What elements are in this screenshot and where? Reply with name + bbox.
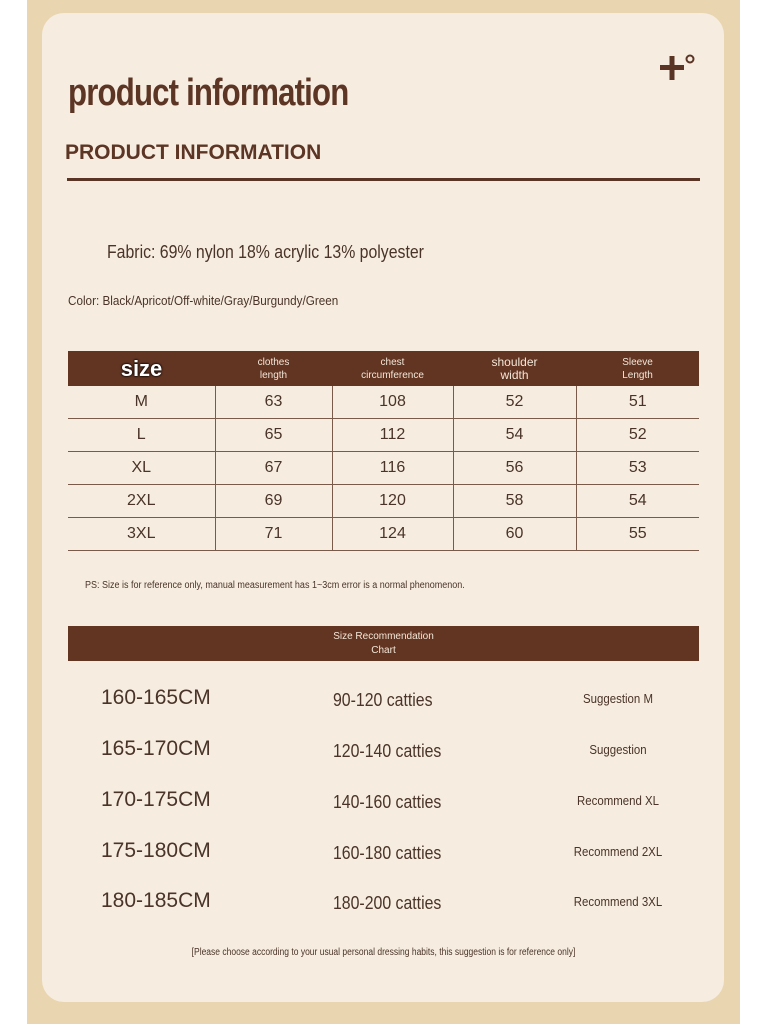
header-sleeve-length: Sleeve Length — [576, 351, 699, 386]
height-range: 165-170CM — [101, 737, 211, 760]
size-suggestion: Suggestion — [589, 742, 647, 757]
cell-clothes-length: 63 — [215, 386, 332, 419]
recommendation-title: Size Recommendation — [333, 631, 434, 642]
cell-clothes-length: 69 — [215, 485, 332, 518]
table-row — [68, 485, 699, 518]
cell-size: 3XL — [68, 518, 215, 551]
cell-clothes-length: 71 — [215, 518, 332, 551]
cell-shoulder: 52 — [453, 386, 576, 419]
size-table — [68, 351, 699, 551]
table-row — [68, 386, 699, 419]
header-clothes-length: clothes length — [215, 351, 332, 386]
weight-range: 180-200 catties — [333, 893, 442, 913]
cell-shoulder: 60 — [453, 518, 576, 551]
cell-sleeve: 52 — [576, 419, 699, 452]
recommendation-row — [68, 686, 699, 716]
height-range: 175-180CM — [101, 839, 211, 862]
weight-range: 140-160 catties — [333, 792, 442, 812]
fabric-composition: Fabric: 69% nylon 18% acrylic 13% polyester — [107, 242, 424, 262]
height-range: 180-185CM — [101, 889, 211, 912]
cell-size: XL — [68, 452, 215, 485]
page-title: product information — [68, 72, 349, 114]
size-suggestion: Recommend 3XL — [573, 894, 663, 909]
recommendation-row — [68, 889, 699, 919]
size-table-header — [68, 351, 699, 386]
header-shoulder-width: shoulder width — [453, 351, 576, 386]
weight-range: 90-120 catties — [333, 690, 433, 710]
cell-chest: 112 — [332, 419, 453, 452]
height-range: 160-165CM — [101, 686, 211, 709]
cell-size: M — [68, 386, 215, 419]
cell-sleeve: 53 — [576, 452, 699, 485]
cell-shoulder: 56 — [453, 452, 576, 485]
size-suggestion: Recommend 2XL — [573, 844, 663, 859]
recommendation-row — [68, 839, 699, 869]
size-suggestion: Recommend XL — [576, 793, 660, 808]
table-row — [68, 452, 699, 485]
cell-sleeve: 54 — [576, 485, 699, 518]
cell-chest: 108 — [332, 386, 453, 419]
title-divider — [67, 178, 700, 181]
height-range: 170-175CM — [101, 788, 211, 811]
recommendation-title-chart: Chart — [371, 645, 396, 656]
plus-degree-icon — [660, 54, 696, 84]
page-subtitle: PRODUCT INFORMATION — [65, 141, 322, 164]
header-chest-circumference: chest circumference — [332, 351, 453, 386]
cell-clothes-length: 65 — [215, 419, 332, 452]
weight-range: 160-180 catties — [333, 843, 442, 863]
recommendation-header — [68, 626, 699, 661]
cell-sleeve: 51 — [576, 386, 699, 419]
cell-sleeve: 55 — [576, 518, 699, 551]
table-row — [68, 419, 699, 452]
cell-chest: 120 — [332, 485, 453, 518]
color-options: Color: Black/Apricot/Off-white/Gray/Burgundy/Green — [68, 293, 339, 308]
cell-chest: 124 — [332, 518, 453, 551]
cell-chest: 116 — [332, 452, 453, 485]
weight-range: 120-140 catties — [333, 741, 442, 761]
reference-footnote: [Please choose according to your usual personal dressing habits, this suggestion is for reference only] — [191, 947, 576, 958]
table-row — [68, 518, 699, 551]
cell-size: 2XL — [68, 485, 215, 518]
cell-shoulder: 58 — [453, 485, 576, 518]
header-size: size — [68, 351, 215, 386]
measurement-note: PS: Size is for reference only, manual measurement has 1~3cm error is a normal phenomenon. — [85, 580, 465, 591]
cell-shoulder: 54 — [453, 419, 576, 452]
cell-size: L — [68, 419, 215, 452]
recommendation-row — [68, 788, 699, 818]
recommendation-row — [68, 737, 699, 767]
cell-clothes-length: 67 — [215, 452, 332, 485]
size-suggestion: Suggestion M — [583, 691, 653, 706]
